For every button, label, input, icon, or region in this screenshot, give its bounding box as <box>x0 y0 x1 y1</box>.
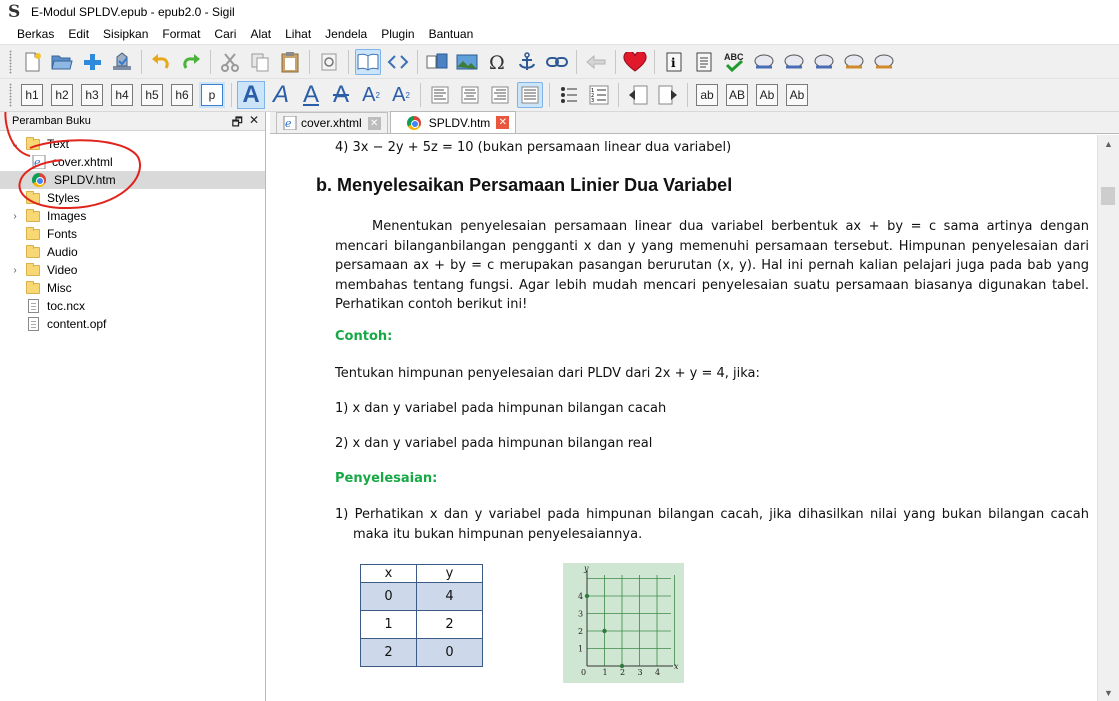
insert-file-icon[interactable] <box>424 49 450 75</box>
menu-bar <box>0 24 1119 44</box>
book-view-icon[interactable] <box>355 49 381 75</box>
table-header-y: y <box>417 565 483 583</box>
tree-item-audio[interactable] <box>0 243 265 261</box>
menu-jendela[interactable]: Jendela <box>325 27 368 41</box>
superscript-glyph: A <box>392 83 406 106</box>
redo-icon[interactable] <box>178 49 204 75</box>
paste-icon[interactable] <box>277 49 303 75</box>
folder-icon <box>26 265 40 276</box>
y-tick-label: 4 <box>578 592 584 601</box>
toolbar-grip[interactable] <box>9 83 12 107</box>
main-toolbar <box>0 44 1119 78</box>
file-icon <box>28 317 39 331</box>
scroll-down-icon[interactable]: ▼ <box>1104 687 1113 698</box>
heading-6-button[interactable]: h6 <box>171 84 193 106</box>
x-tick-label: 2 <box>620 668 626 677</box>
folder-icon <box>26 283 40 294</box>
menu-format[interactable]: Format <box>162 27 201 41</box>
table-header-x: x <box>361 565 417 583</box>
question-item-1: 1) x dan y variabel pada himpunan bilangan cacah <box>335 401 667 416</box>
table-cell: 2 <box>417 611 483 639</box>
tab-label: SPLDV.htm <box>428 115 491 130</box>
coordinate-graph <box>563 563 684 683</box>
tree-item-label: Text <box>47 137 70 151</box>
folder-icon <box>26 211 40 222</box>
paragraph-button[interactable]: p <box>201 84 223 106</box>
uppercase-button[interactable]: AB <box>726 84 748 106</box>
table-cell: 0 <box>417 639 483 667</box>
add-file-icon[interactable] <box>79 49 105 75</box>
heading-3-button[interactable]: h3 <box>81 84 103 106</box>
table-row <box>361 583 483 611</box>
subscript-button[interactable]: A 2 <box>362 83 380 106</box>
tree-item-spldv-htm[interactable] <box>0 171 265 189</box>
validate-icon-3[interactable] <box>811 49 837 75</box>
svg-text:e: e <box>285 117 292 130</box>
insert-special-char-icon[interactable] <box>484 49 510 75</box>
svg-text:Ω: Ω <box>489 51 505 72</box>
toolbar-grip[interactable] <box>9 50 12 74</box>
undo-icon[interactable] <box>148 49 174 75</box>
increase-indent-icon[interactable] <box>655 82 681 108</box>
code-view-icon[interactable] <box>385 49 411 75</box>
insert-anchor-icon[interactable] <box>514 49 540 75</box>
tree-item-toc-ncx[interactable] <box>0 297 265 315</box>
question-text: Tentukan himpunan penyelesaian dari PLDV dari 2x + y = 4, jika: <box>335 366 760 381</box>
y-tick-label: 1 <box>578 644 584 654</box>
graph-svg <box>563 563 684 683</box>
underline-glyph: A <box>302 81 319 108</box>
section-heading: b. Menyelesaikan Persamaan Linier Dua Variabel <box>316 175 733 195</box>
tree-item-cover-xhtml[interactable] <box>0 153 265 171</box>
subscript-glyph: A <box>362 83 376 106</box>
heading-4-button[interactable]: h4 <box>111 84 133 106</box>
tree-item-label: Video <box>47 263 78 277</box>
tab-cover-xhtml[interactable] <box>276 112 388 133</box>
menu-lihat[interactable]: Lihat <box>285 27 312 41</box>
numbered-list-icon[interactable] <box>586 82 612 108</box>
table-cell: 1 <box>361 611 417 639</box>
scroll-up-icon[interactable]: ▲ <box>1104 138 1113 149</box>
xhtml-file-icon <box>283 116 297 130</box>
menu-bantuan[interactable]: Bantuan <box>428 27 474 41</box>
tree-item-label: cover.xhtml <box>52 155 113 169</box>
tree-item-video[interactable] <box>0 261 265 279</box>
book-browser-panel <box>0 112 266 701</box>
strikethrough-glyph: A <box>332 81 349 108</box>
tab-bar <box>270 112 1119 134</box>
y-tick-label: 3 <box>578 609 584 619</box>
tree-item-styles[interactable] <box>0 189 265 207</box>
insert-image-icon[interactable] <box>454 49 480 75</box>
align-center-icon[interactable] <box>457 82 483 108</box>
x-tick-label: 1 <box>602 668 608 677</box>
underline-button[interactable] <box>297 81 325 109</box>
y-tick-label: 2 <box>578 627 584 636</box>
folder-icon <box>26 193 40 204</box>
toc-edit-icon[interactable] <box>691 49 717 75</box>
italic-button[interactable] <box>267 81 295 109</box>
tree-item-misc[interactable] <box>0 279 265 297</box>
menu-edit[interactable]: Edit <box>68 27 90 41</box>
tree-item-label: Misc <box>47 281 72 295</box>
close-panel-icon[interactable]: ✕ <box>248 113 259 127</box>
heading-2-button[interactable]: h2 <box>51 84 73 106</box>
new-file-icon[interactable] <box>19 49 45 75</box>
align-justify-icon[interactable] <box>517 82 543 108</box>
contoh-label: Contoh: <box>335 329 393 344</box>
x-tick-label: 0 <box>581 668 587 677</box>
tab-label: cover.xhtml <box>301 116 362 130</box>
svg-text:e: e <box>34 156 41 169</box>
chevron-down-icon[interactable]: ⌄ <box>10 138 20 150</box>
chrome-file-icon <box>32 173 46 187</box>
tree-item-label: Audio <box>47 245 78 259</box>
tree-item-images[interactable] <box>0 207 265 225</box>
svg-text:2: 2 <box>591 93 595 99</box>
table-cell: 2 <box>361 639 417 667</box>
menu-plugin[interactable]: Plugin <box>381 27 415 41</box>
question-item-2: 2) x dan y variabel pada himpunan bilangan real <box>335 436 653 451</box>
donate-heart-icon[interactable] <box>622 49 648 75</box>
tree-item-label: Fonts <box>47 227 78 241</box>
format-toolbar <box>0 78 1119 112</box>
decrease-indent-icon[interactable] <box>625 82 651 108</box>
file-icon <box>28 299 39 313</box>
scrollbar-thumb[interactable] <box>1101 187 1115 205</box>
tree-item-label: SPLDV.htm <box>54 173 116 187</box>
strikethrough-button[interactable] <box>327 81 355 109</box>
book-browser-header <box>0 112 265 131</box>
svg-text:3: 3 <box>591 98 595 104</box>
tree-item-content-opf[interactable] <box>0 315 265 333</box>
bullet-list-icon[interactable] <box>556 82 582 108</box>
xy-table <box>360 564 483 667</box>
chevron-right-icon[interactable]: › <box>13 264 17 276</box>
open-folder-icon[interactable] <box>49 49 75 75</box>
title-bar <box>0 0 1119 24</box>
x-axis-label: x <box>674 662 679 671</box>
x-tick-label: 3 <box>637 668 643 677</box>
svg-text:1: 1 <box>591 88 595 94</box>
xhtml-file-icon <box>32 155 46 169</box>
tree-item-label: toc.ncx <box>47 299 86 313</box>
tree-item-label: Styles <box>47 191 80 205</box>
chrome-file-icon <box>407 116 421 130</box>
bold-button[interactable] <box>237 81 265 109</box>
menu-cari[interactable]: Cari <box>214 27 237 41</box>
save-icon[interactable] <box>109 49 135 75</box>
validate-icon-1[interactable] <box>751 49 777 75</box>
intro-paragraph: Menentukan penyelesaian persamaan linear dua variabel berbentuk ax + by = c sama artinya dengan mencari bilanganbilangan pengganti x dan y yang memenuhi persamaan tersebut. Himpunan penyelesaian dari persamaan ax + by = c merupakan pasangan berurutan (x, y). Hal ini pernah kalian pelajari juga pada bab yang membahas tentang fungsi. Agar lebih mudah mencari penyelesaian suatu persamaan biasanya digunakan tabel. Perhatikan contoh berikut ini! <box>335 219 1089 312</box>
folder-icon <box>26 139 40 150</box>
x-tick-label: 4 <box>655 668 661 677</box>
close-tab-icon[interactable]: ✕ <box>368 117 381 130</box>
insert-link-icon[interactable] <box>544 49 570 75</box>
folder-icon <box>26 229 40 240</box>
lowercase-button[interactable]: ab <box>696 84 718 106</box>
graph-point <box>585 594 589 598</box>
align-left-icon[interactable] <box>427 82 453 108</box>
y-axis-label: y <box>584 564 589 573</box>
tree-item-label: content.opf <box>47 317 107 331</box>
metadata-info-icon[interactable] <box>661 49 687 75</box>
bold-glyph: A <box>242 81 260 108</box>
copy-icon[interactable] <box>247 49 273 75</box>
svg-text:i: i <box>671 55 676 70</box>
book-view-editor[interactable] <box>270 135 1097 701</box>
chevron-right-icon[interactable]: › <box>13 210 17 222</box>
heading-1-button[interactable]: h1 <box>21 84 43 106</box>
menu-alat[interactable]: Alat <box>250 27 272 41</box>
validate-icon-5[interactable] <box>871 49 897 75</box>
table-row <box>361 611 483 639</box>
heading-5-button[interactable]: h5 <box>141 84 163 106</box>
sigil-logo-icon: S <box>8 2 21 22</box>
folder-icon <box>26 247 40 258</box>
paste-special-icon[interactable] <box>316 49 342 75</box>
italic-glyph: A <box>272 81 289 108</box>
tree-item-text[interactable] <box>0 135 265 153</box>
answer-item-1: 1) Perhatikan x dan y variabel pada himpunan bilangan cacah, jika dihasilkan nilai yang bukan bilangan cacah maka itu bukan himpunan penyelesaiannya. <box>335 507 1089 542</box>
penyelesaian-label: Penyelesaian: <box>335 471 438 486</box>
superscript-button[interactable]: A 2 <box>392 83 410 106</box>
vertical-scrollbar[interactable] <box>1097 135 1119 701</box>
validate-icon-4[interactable] <box>841 49 867 75</box>
validate-icon-2[interactable] <box>781 49 807 75</box>
book-tree <box>0 131 265 333</box>
book-browser-title: Peramban Buku <box>12 115 91 127</box>
tree-item-label: Images <box>47 209 87 223</box>
back-arrow-icon[interactable] <box>583 49 609 75</box>
titlecase-button[interactable]: Ab <box>756 84 778 106</box>
undock-icon[interactable]: 🗗 <box>231 115 243 129</box>
close-tab-icon[interactable]: ✕ <box>496 116 509 129</box>
capitalize-button[interactable]: Ab <box>786 84 808 106</box>
list-item-4: 4) 3x − 2y + 5z = 10 (bukan persamaan linear dua variabel) <box>335 140 732 155</box>
menu-berkas[interactable]: Berkas <box>17 27 55 41</box>
menu-sisipkan[interactable]: Sisipkan <box>103 27 149 41</box>
tab-spldv-htm[interactable] <box>390 111 517 133</box>
table-cell: 4 <box>417 583 483 611</box>
graph-point <box>620 664 624 668</box>
graph-point <box>602 629 606 633</box>
table-cell: 0 <box>361 583 417 611</box>
window-title: E-Modul SPLDV.epub - epub2.0 - Sigil <box>31 5 235 19</box>
cut-icon[interactable] <box>217 49 243 75</box>
table-row <box>361 639 483 667</box>
align-right-icon[interactable] <box>487 82 513 108</box>
tree-item-fonts[interactable] <box>0 225 265 243</box>
svg-text:ABC: ABC <box>724 51 744 62</box>
spellcheck-icon[interactable] <box>721 49 747 75</box>
